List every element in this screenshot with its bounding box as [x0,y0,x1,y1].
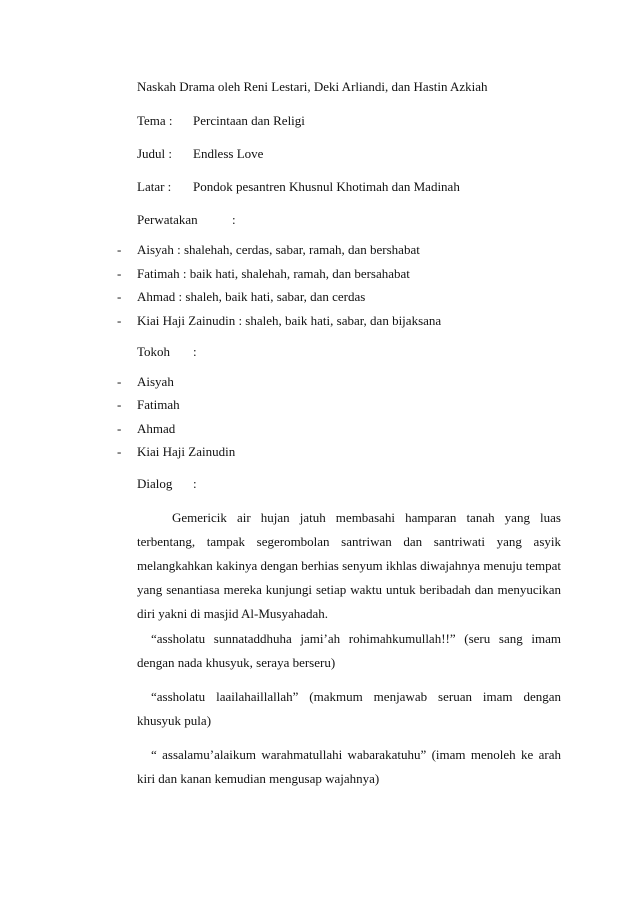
bullet-dash: - [117,289,122,304]
authors-line: Naskah Drama oleh Reni Lestari, Deki Arliandi, dan Hastin Azkiah [137,79,488,94]
bullet-dash: - [117,374,122,389]
list-item-text: Fatimah [137,397,180,412]
tema-row [0,113,638,128]
latar-label: Latar : [137,179,172,194]
tokoh-label: Tokoh [137,344,171,359]
perwatakan-label: Perwatakan [137,212,198,227]
list-item [0,397,638,412]
bullet-dash: - [117,242,122,257]
bullet-dash: - [117,421,122,436]
list-item-text: Ahmad : shaleh, baik hati, sabar, dan cerdas [137,289,366,304]
list-item [0,266,638,281]
tema-label: Tema : [137,113,173,128]
dialog-paragraph: “ assalamu’alaikum warahmatullahi wabarakatuhu” (imam menoleh ke arah kiri dan kanan kemudian mengusap wajahnya) [137,747,561,786]
tokoh-heading [0,344,638,359]
latar-value: Pondok pesantren Khusnul Khotimah dan Madinah [193,179,460,194]
list-item-text: Kiai Haji Zainudin [137,444,236,459]
list-item-text: Aisyah [137,374,174,389]
bullet-dash: - [117,397,122,412]
bullet-dash: - [117,266,122,281]
dialog-heading [0,476,638,491]
list-item [0,444,638,459]
list-item-text: Kiai Haji Zainudin : shaleh, baik hati, sabar, dan bijaksana [137,313,442,328]
list-item [0,313,638,328]
latar-row [0,179,638,194]
list-item-text: Ahmad [137,421,176,436]
dialog-paragraph: Gemericik air hujan jatuh membasahi hamparan tanah yang luas terbentang, tampak segerombolan santriwan dan santriwati yang asyik melangkahkan kakinya dengan berhias senyum ikhlas diwajahnya menuju tempat yang senantiasa mereka kunjungi setiap waktu untuk beribadah dan menyucikan diri yakni di masjid Al-Musyahadah. [137,510,561,621]
bullet-dash: - [117,313,122,328]
dialog-paragraph: “assholatu laailahaillallah” (makmum menjawab seruan imam dengan khusyuk pula) [137,689,561,728]
dialog-label: Dialog [137,476,173,491]
judul-label: Judul : [137,146,173,161]
list-item-text: Fatimah : baik hati, shalehah, ramah, dan bersahabat [137,266,410,281]
tema-value: Percintaan dan Religi [193,113,305,128]
list-item [0,374,638,389]
dialog-paragraph: “assholatu sunnataddhuha jami’ah rohimahkumullah!!” (seru sang imam dengan nada khusyuk, seraya berseru) [137,631,561,670]
list-item [0,242,638,257]
list-item [0,421,638,436]
dialog-colon: : [193,476,197,491]
judul-row [0,146,638,161]
judul-value: Endless Love [193,146,264,161]
perwatakan-heading [0,212,638,227]
perwatakan-colon: : [232,212,236,227]
bullet-dash: - [117,444,122,459]
tokoh-colon: : [193,344,197,359]
list-item-text: Aisyah : shalehah, cerdas, sabar, ramah, dan bershabat [137,242,420,257]
list-item [0,289,638,304]
